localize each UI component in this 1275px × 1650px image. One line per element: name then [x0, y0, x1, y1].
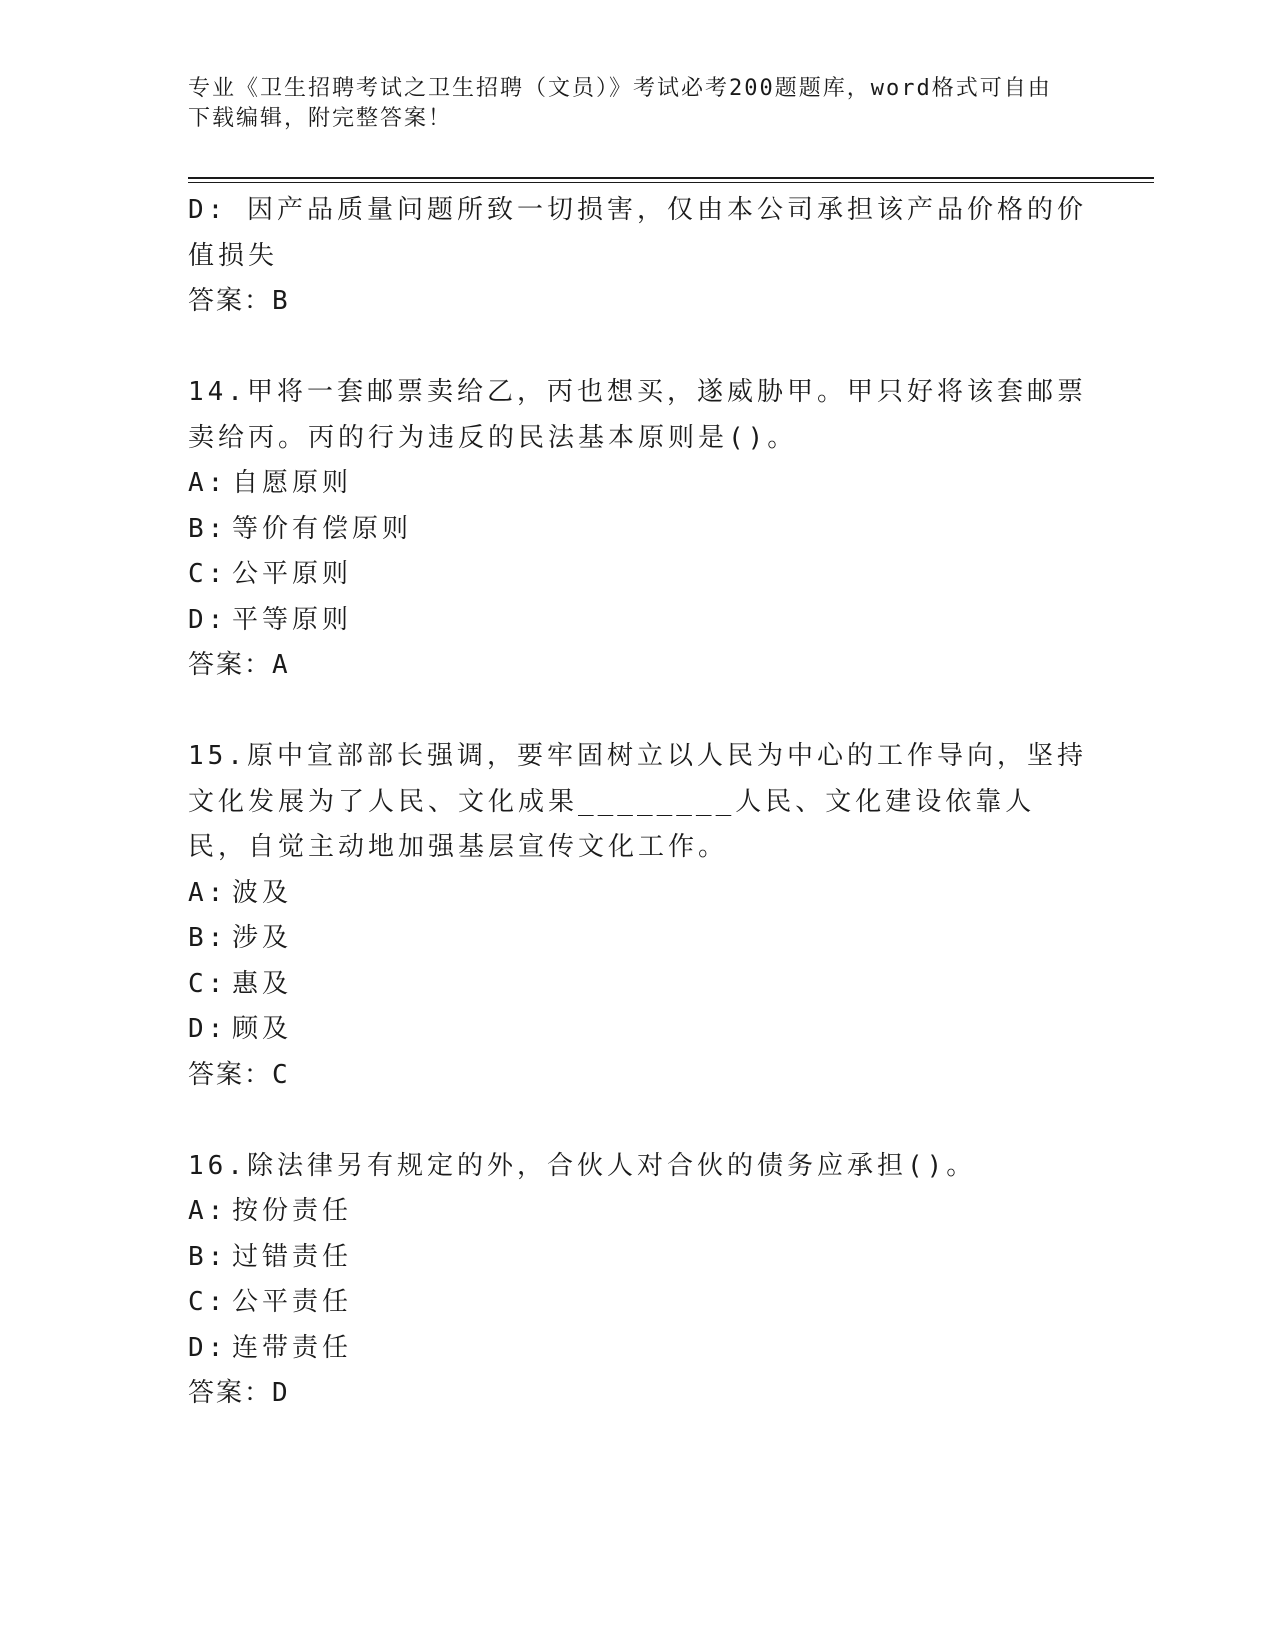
option-text: 因产品质量问题所致一切损害，仅由本公司承担该产品价格的价值损失 [188, 195, 1087, 271]
option-b [188, 507, 1088, 553]
option-text: 按份责任 [232, 1196, 353, 1226]
question-content [188, 188, 1088, 1417]
answer-value: A [272, 650, 290, 680]
question-13-carryover [188, 188, 1088, 325]
option-key: C: [188, 559, 228, 589]
question-16 [188, 1144, 1088, 1417]
option-text: 波及 [232, 877, 293, 908]
answer-label: 答案： [188, 650, 273, 680]
question-14 [188, 370, 1088, 689]
option-text: 连带责任 [232, 1332, 353, 1363]
option-text: 公平原则 [232, 559, 353, 589]
option-a [188, 871, 1088, 917]
option-key: B: [188, 923, 228, 953]
option-a [188, 1189, 1088, 1235]
option-text: 惠及 [232, 968, 293, 999]
answer-line [188, 643, 1088, 689]
option-text: 平等原则 [232, 604, 353, 635]
answer-line [188, 1371, 1088, 1417]
header-rule-thin [188, 182, 1154, 183]
question-text: 16.除法律另有规定的外，合伙人对合伙的债务应承担()。 [188, 1150, 977, 1181]
option-text: 过错责任 [232, 1241, 353, 1272]
spacer [188, 1098, 1088, 1144]
option-key: B: [188, 513, 228, 544]
answer-value: C [272, 1059, 290, 1090]
option-key: C: [188, 1287, 228, 1317]
option-key: D: [188, 195, 228, 225]
question-text: 14.甲将一套邮票卖给乙，丙也想买，遂威胁甲。甲只好将该套邮票卖给丙。丙的行为违反的民法基本原则是()。 [188, 377, 1087, 453]
answer-label: 答案： [188, 286, 273, 316]
option-d [188, 1326, 1088, 1372]
option-d [188, 1007, 1088, 1053]
answer-label: 答案： [188, 1059, 273, 1090]
option-d [188, 188, 1088, 279]
answer-label: 答案： [188, 1378, 273, 1408]
option-key: D: [188, 1332, 228, 1363]
answer-line [188, 279, 1088, 325]
option-key: D: [188, 604, 228, 635]
option-c [188, 962, 1088, 1008]
option-text: 等价有偿原则 [232, 513, 413, 544]
header-text: 专业《卫生招聘考试之卫生招聘（文员）》考试必考200题题库，word格式可自由下载编辑，附完整答案！ [188, 76, 1052, 131]
option-text: 顾及 [232, 1014, 293, 1044]
option-key: C: [188, 968, 228, 999]
option-c [188, 1280, 1088, 1326]
spacer [188, 325, 1088, 371]
option-key: A: [188, 468, 228, 498]
spacer [188, 689, 1088, 735]
option-key: B: [188, 1241, 228, 1272]
option-text: 涉及 [232, 923, 293, 953]
option-a [188, 461, 1088, 507]
option-c [188, 552, 1088, 598]
answer-value: B [272, 286, 290, 316]
question-15 [188, 734, 1088, 1098]
option-text: 公平责任 [232, 1287, 353, 1317]
option-d [188, 598, 1088, 644]
option-b [188, 1235, 1088, 1281]
option-key: A: [188, 877, 228, 908]
option-key: A: [188, 1196, 228, 1226]
answer-line [188, 1053, 1088, 1099]
option-key: D: [188, 1014, 228, 1044]
option-b [188, 916, 1088, 962]
page-header [188, 74, 1068, 134]
answer-value: D [272, 1378, 290, 1408]
option-text: 自愿原则 [232, 468, 353, 498]
header-rule-thick [188, 177, 1154, 179]
question-text: 15.原中宣部部长强调，要牢固树立以人民为中心的工作导向，坚持文化发展为了人民、文化成果________人民、文化建设依靠人民，自觉主动地加强基层宣传文化工作。 [188, 741, 1087, 862]
